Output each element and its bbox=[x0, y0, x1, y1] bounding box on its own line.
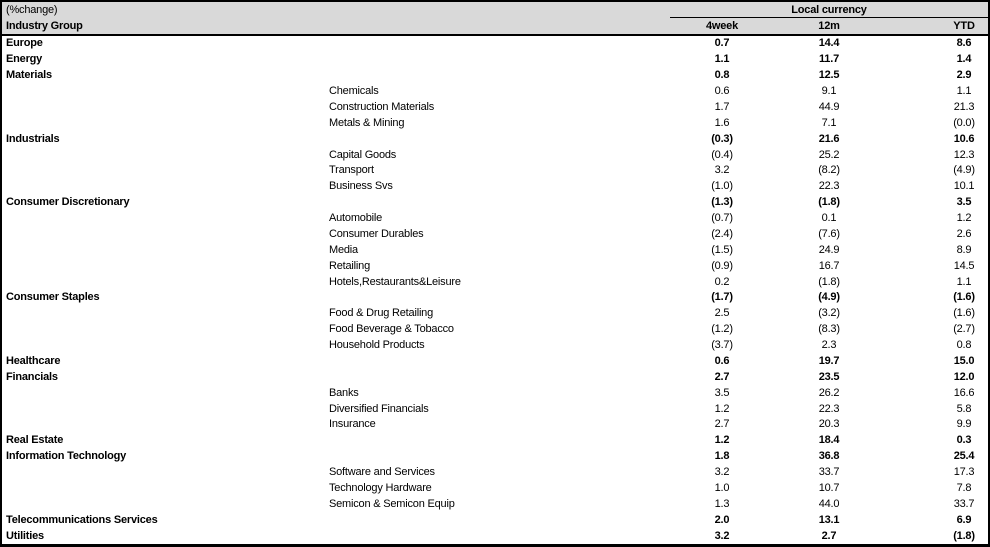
table-row bbox=[2, 195, 988, 211]
value-cell-4week: 2.0 bbox=[714, 513, 730, 526]
local-currency-header: Local currency bbox=[670, 3, 988, 18]
value-cell-ytd: 21.3 bbox=[953, 100, 975, 113]
column-header-ytd: YTD bbox=[953, 19, 975, 32]
value-cell-12m: 14.4 bbox=[818, 37, 840, 50]
value-cell-12m: 9.1 bbox=[821, 85, 837, 98]
value-cell-4week: (0.3) bbox=[711, 132, 733, 145]
column-header-4week: 4week bbox=[705, 19, 739, 32]
value-cell-ytd: 5.8 bbox=[956, 402, 972, 415]
value-cell-4week: (1.3) bbox=[711, 196, 733, 209]
value-cell-12m: 18.4 bbox=[818, 434, 840, 447]
row-label: Household Products bbox=[329, 339, 425, 352]
table-row bbox=[2, 528, 988, 544]
table-row bbox=[2, 258, 988, 274]
value-cell-12m: 22.3 bbox=[818, 402, 840, 415]
value-cell-12m: 11.7 bbox=[818, 53, 839, 66]
value-cell-4week: 1.3 bbox=[714, 497, 730, 510]
table-row bbox=[2, 354, 988, 370]
header-row-columns bbox=[2, 18, 988, 34]
table-header bbox=[2, 2, 988, 36]
value-cell-ytd: 0.3 bbox=[956, 434, 972, 447]
row-label: Media bbox=[329, 243, 358, 256]
table-row bbox=[2, 227, 988, 243]
value-cell-4week: 0.7 bbox=[714, 37, 730, 50]
row-label: Insurance bbox=[329, 418, 376, 431]
row-label: Construction Materials bbox=[329, 100, 435, 113]
table-row bbox=[2, 433, 988, 449]
table-row bbox=[2, 115, 988, 131]
value-cell-4week: 2.7 bbox=[714, 370, 730, 383]
value-cell-ytd: 3.5 bbox=[956, 196, 972, 209]
row-label: Metals & Mining bbox=[329, 116, 405, 129]
row-label: Software and Services bbox=[329, 466, 435, 479]
row-label: Retailing bbox=[329, 259, 371, 272]
value-cell-4week: 1.2 bbox=[714, 402, 730, 415]
value-cell-4week: (1.7) bbox=[711, 291, 733, 304]
table-row bbox=[2, 385, 988, 401]
value-cell-ytd: 12.0 bbox=[953, 370, 975, 383]
table-row bbox=[2, 36, 988, 52]
value-cell-ytd: 8.9 bbox=[956, 243, 972, 256]
value-cell-ytd: 6.9 bbox=[956, 513, 972, 526]
header-row-top bbox=[2, 2, 988, 18]
table-row bbox=[2, 68, 988, 84]
value-cell-4week: 3.2 bbox=[714, 466, 730, 479]
table-row bbox=[2, 417, 988, 433]
value-cell-12m: (7.6) bbox=[818, 227, 840, 240]
value-cell-ytd: (1.8) bbox=[953, 529, 975, 542]
value-cell-4week: 0.6 bbox=[714, 354, 730, 367]
table-row bbox=[2, 290, 988, 306]
value-cell-12m: 44.9 bbox=[818, 100, 840, 113]
table-row bbox=[2, 131, 988, 147]
table-row bbox=[2, 274, 988, 290]
table-row bbox=[2, 369, 988, 385]
percent-change-label: (%change) bbox=[6, 3, 58, 16]
value-cell-12m: 2.7 bbox=[821, 529, 837, 542]
row-label: Industrials bbox=[6, 132, 60, 145]
value-cell-ytd: 2.9 bbox=[956, 69, 972, 82]
row-label: Food & Drug Retailing bbox=[329, 307, 434, 320]
value-cell-12m: 25.2 bbox=[818, 148, 840, 161]
table-row bbox=[2, 147, 988, 163]
value-cell-ytd: (4.9) bbox=[953, 164, 975, 177]
value-cell-4week: 1.8 bbox=[714, 450, 730, 463]
value-cell-ytd: 2.6 bbox=[956, 227, 972, 240]
row-label: Diversified Financials bbox=[329, 402, 429, 415]
value-cell-12m: (4.9) bbox=[818, 291, 840, 304]
value-cell-12m: 23.5 bbox=[818, 370, 840, 383]
value-cell-4week: 3.2 bbox=[714, 529, 730, 542]
table-row bbox=[2, 481, 988, 497]
table-row bbox=[2, 163, 988, 179]
row-label: Business Svs bbox=[329, 180, 393, 193]
table-row bbox=[2, 179, 988, 195]
value-cell-12m: 12.5 bbox=[818, 69, 840, 82]
value-cell-ytd: 17.3 bbox=[953, 466, 975, 479]
row-label: Consumer Staples bbox=[6, 291, 100, 304]
table-row bbox=[2, 84, 988, 100]
table-row bbox=[2, 338, 988, 354]
column-header-12m: 12m bbox=[818, 19, 840, 32]
value-cell-12m: 20.3 bbox=[818, 418, 840, 431]
value-cell-ytd: (1.6) bbox=[953, 291, 975, 304]
row-label: Europe bbox=[6, 37, 43, 50]
table-row bbox=[2, 211, 988, 227]
row-label: Energy bbox=[6, 53, 43, 66]
row-label: Food Beverage & Tobacco bbox=[329, 323, 454, 336]
value-cell-4week: (3.7) bbox=[711, 339, 733, 352]
value-cell-ytd: 16.6 bbox=[953, 386, 975, 399]
value-cell-ytd: 9.9 bbox=[956, 418, 972, 431]
row-label: Transport bbox=[329, 164, 374, 177]
value-cell-ytd: 15.0 bbox=[953, 354, 975, 367]
table-row bbox=[2, 242, 988, 258]
table-row bbox=[2, 52, 988, 68]
value-cell-4week: 3.2 bbox=[714, 164, 730, 177]
row-label: Healthcare bbox=[6, 354, 61, 367]
value-cell-ytd: (0.0) bbox=[953, 116, 975, 129]
value-cell-4week: 1.6 bbox=[714, 116, 730, 129]
value-cell-12m: (3.2) bbox=[818, 307, 840, 320]
row-label: Technology Hardware bbox=[329, 481, 432, 494]
value-cell-12m: 13.1 bbox=[818, 513, 840, 526]
value-cell-ytd: 7.8 bbox=[956, 481, 972, 494]
value-cell-4week: 0.6 bbox=[714, 85, 730, 98]
value-cell-4week: 2.5 bbox=[714, 307, 730, 320]
industry-group-header: Industry Group bbox=[6, 19, 83, 32]
value-cell-12m: 26.2 bbox=[818, 386, 840, 399]
value-cell-4week: (0.9) bbox=[711, 259, 733, 272]
value-cell-4week: 1.0 bbox=[714, 481, 730, 494]
table-body bbox=[2, 36, 988, 544]
value-cell-4week: (0.7) bbox=[711, 212, 733, 225]
value-cell-ytd: 33.7 bbox=[953, 497, 975, 510]
value-cell-ytd: 8.6 bbox=[956, 37, 972, 50]
table-row bbox=[2, 512, 988, 528]
value-cell-4week: (1.2) bbox=[711, 323, 733, 336]
value-cell-4week: 0.8 bbox=[714, 69, 730, 82]
value-cell-12m: 7.1 bbox=[821, 116, 837, 129]
value-cell-ytd: 1.1 bbox=[956, 85, 972, 98]
table-row bbox=[2, 322, 988, 338]
value-cell-12m: 19.7 bbox=[818, 354, 840, 367]
value-cell-12m: 33.7 bbox=[818, 466, 840, 479]
row-label: Automobile bbox=[329, 212, 383, 225]
value-cell-ytd: (2.7) bbox=[953, 323, 975, 336]
value-cell-12m: (8.2) bbox=[818, 164, 840, 177]
table-row bbox=[2, 496, 988, 512]
value-cell-12m: 10.7 bbox=[818, 481, 840, 494]
value-cell-4week: (1.5) bbox=[711, 243, 733, 256]
value-cell-12m: 0.1 bbox=[821, 212, 837, 225]
value-cell-12m: 22.3 bbox=[818, 180, 840, 193]
value-cell-ytd: (1.6) bbox=[953, 307, 975, 320]
value-cell-ytd: 14.5 bbox=[953, 259, 975, 272]
value-cell-12m: 2.3 bbox=[821, 339, 837, 352]
row-label: Financials bbox=[6, 370, 58, 383]
table-row bbox=[2, 100, 988, 116]
value-cell-12m: (8.3) bbox=[818, 323, 840, 336]
row-label: Hotels,Restaurants&Leisure bbox=[329, 275, 461, 288]
row-label: Utilities bbox=[6, 529, 44, 542]
row-label: Materials bbox=[6, 69, 52, 82]
value-cell-4week: 2.7 bbox=[714, 418, 730, 431]
value-cell-ytd: 1.4 bbox=[956, 53, 972, 66]
value-cell-4week: (1.0) bbox=[711, 180, 733, 193]
value-cell-4week: 0.2 bbox=[714, 275, 730, 288]
value-cell-ytd: 1.2 bbox=[956, 212, 972, 225]
value-cell-12m: 24.9 bbox=[818, 243, 840, 256]
value-cell-12m: 44.0 bbox=[818, 497, 840, 510]
value-cell-4week: 1.2 bbox=[714, 434, 730, 447]
row-label: Consumer Discretionary bbox=[6, 196, 130, 209]
row-label: Semicon & Semicon Equip bbox=[329, 497, 455, 510]
value-cell-ytd: 10.1 bbox=[953, 180, 975, 193]
value-cell-ytd: 12.3 bbox=[953, 148, 975, 161]
row-label: Capital Goods bbox=[329, 148, 397, 161]
table-row bbox=[2, 306, 988, 322]
table-row bbox=[2, 449, 988, 465]
row-label: Banks bbox=[329, 386, 359, 399]
value-cell-4week: 3.5 bbox=[714, 386, 730, 399]
row-label: Information Technology bbox=[6, 450, 127, 463]
row-label: Consumer Durables bbox=[329, 227, 424, 240]
value-cell-ytd: 25.4 bbox=[953, 450, 975, 463]
row-label: Telecommunications Services bbox=[6, 513, 158, 526]
value-cell-12m: 21.6 bbox=[818, 132, 840, 145]
value-cell-ytd: 0.8 bbox=[956, 339, 972, 352]
value-cell-4week: (0.4) bbox=[711, 148, 733, 161]
value-cell-12m: (1.8) bbox=[818, 196, 840, 209]
value-cell-ytd: 10.6 bbox=[953, 132, 975, 145]
table-row bbox=[2, 401, 988, 417]
value-cell-12m: 36.8 bbox=[818, 450, 840, 463]
row-label: Real Estate bbox=[6, 434, 64, 447]
value-cell-4week: (2.4) bbox=[711, 227, 733, 240]
value-cell-4week: 1.7 bbox=[714, 100, 730, 113]
value-cell-12m: (1.8) bbox=[818, 275, 840, 288]
value-cell-4week: 1.1 bbox=[714, 53, 730, 66]
table-row bbox=[2, 465, 988, 481]
value-cell-ytd: 1.1 bbox=[956, 275, 972, 288]
row-label: Chemicals bbox=[329, 85, 379, 98]
value-cell-12m: 16.7 bbox=[818, 259, 840, 272]
